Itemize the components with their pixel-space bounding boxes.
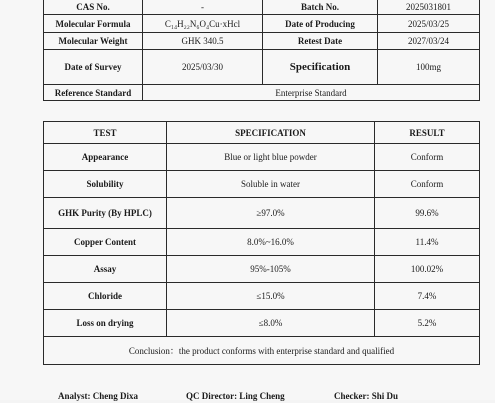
test-specification: ≥97.0%	[167, 198, 375, 229]
info-row-weight	[44, 33, 480, 50]
test-name: Chloride	[44, 283, 167, 310]
formula-label: Molecular Formula	[44, 15, 143, 33]
production-date-value: 2025/03/25	[378, 15, 480, 33]
test-row-chloride	[44, 283, 480, 310]
checker-signature: Checker: Shi Du	[334, 391, 399, 401]
product-info-table	[43, 0, 480, 101]
batch-value: 2025031801	[378, 0, 480, 15]
survey-date-value: 2025/03/30	[143, 50, 263, 85]
test-specification: 95%-105%	[167, 256, 375, 283]
test-result: Conform	[375, 171, 480, 198]
info-row-formula	[44, 15, 480, 33]
test-result: Conform	[375, 144, 480, 171]
test-row-loss-on-drying	[44, 310, 480, 337]
test-name: Loss on drying	[44, 310, 167, 337]
header-result: RESULT	[375, 122, 480, 144]
test-row-assay	[44, 256, 480, 283]
header-specification: SPECIFICATION	[167, 122, 375, 144]
test-specification: ≤8.0%	[167, 310, 375, 337]
test-row-solubility	[44, 171, 480, 198]
test-name: GHK Purity (By HPLC)	[44, 198, 167, 229]
qc-director-signature: QC Director: Ling Cheng	[186, 391, 285, 401]
test-specification: ≤15.0%	[167, 283, 375, 310]
weight-label: Molecular Weight	[44, 33, 143, 50]
reference-standard-value: Enterprise Standard	[143, 85, 480, 101]
test-result: 11.4%	[375, 229, 480, 256]
signature-footer	[0, 391, 495, 403]
test-specification: Blue or light blue powder	[167, 144, 375, 171]
conclusion-row	[44, 337, 480, 365]
specification-label: Specification	[263, 50, 378, 85]
test-name: Copper Content	[44, 229, 167, 256]
test-row-copper	[44, 229, 480, 256]
test-name: Appearance	[44, 144, 167, 171]
test-name: Solubility	[44, 171, 167, 198]
analyst-signature: Analyst: Cheng Dixa	[58, 391, 139, 401]
cas-value: -	[143, 0, 263, 15]
test-table-header	[44, 122, 480, 144]
production-date-label: Date of Producing	[263, 15, 378, 33]
test-result: 5.2%	[375, 310, 480, 337]
test-specification: Soluble in water	[167, 171, 375, 198]
test-name: Assay	[44, 256, 167, 283]
info-row-reference	[44, 85, 480, 101]
info-row-cas	[44, 0, 480, 15]
retest-date-value: 2027/03/24	[378, 33, 480, 50]
weight-value: GHK 340.5	[143, 33, 263, 50]
batch-label: Batch No.	[263, 0, 378, 15]
test-row-purity	[44, 198, 480, 229]
specification-value: 100mg	[378, 50, 480, 85]
info-row-survey	[44, 50, 480, 85]
test-row-appearance	[44, 144, 480, 171]
test-result: 99.6%	[375, 198, 480, 229]
conclusion-text: Conclusion：the product conforms with enterprise standard and qualified	[44, 337, 480, 365]
test-result: 7.4%	[375, 283, 480, 310]
retest-date-label: Retest Date	[263, 33, 378, 50]
cas-label: CAS No.	[44, 0, 143, 15]
test-results-table	[43, 121, 480, 365]
formula-value: C₁₄H₂₂N₆O₄Cu·xHcl	[143, 15, 263, 33]
survey-date-label: Date of Survey	[44, 50, 143, 85]
header-test: TEST	[44, 122, 167, 144]
reference-standard-label: Reference Standard	[44, 85, 143, 101]
test-specification: 8.0%~16.0%	[167, 229, 375, 256]
test-result: 100.02%	[375, 256, 480, 283]
